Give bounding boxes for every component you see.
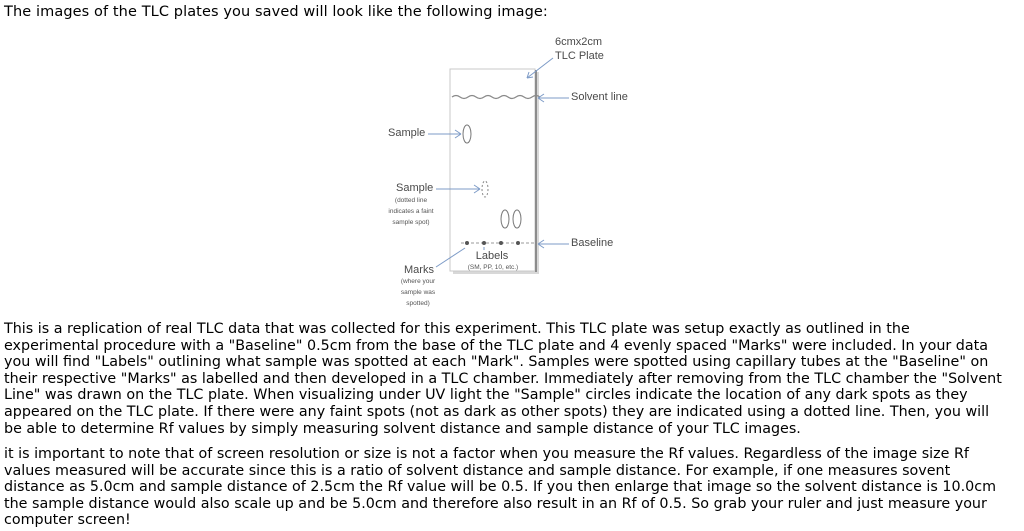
solvent-line-label: Solvent line	[571, 91, 628, 103]
tlc-plate-arrow	[527, 58, 553, 78]
paragraph-tlc-description: This is a replication of real TLC data that was collected for this experiment. This TLC plate was setup exactly as outlined in the experimental procedure with a "Baseline" 0.5cm from the base of the TLC plate and 4 evenly spaced "Marks" were included. In your data you will find "Labels" outlining what sample was spotted at each "Mark". Samples were spotted using capillary tubes at the "Baseline" on their respective "Marks" as labelled and then developed in a TLC chamber. Immediately after removing from the TLC chamber the "Solvent Line" was drawn on the TLC plate. When visualizing under UV light the "Sample" circles indicate the location of any dark spots as they appeared on the TLC plate. If there were any faint spots (not as dark as other spots) they are indicated using a dotted line. Then, you will be able to determine Rf values by simply measuring solvent distance and sample distance of your TLC images.	[4, 321, 1002, 437]
baseline-label: Baseline	[571, 237, 614, 249]
mark-dot	[482, 241, 486, 245]
plate-label: TLC Plate	[555, 50, 604, 62]
tlc-plate	[450, 69, 535, 271]
mark-dot	[465, 241, 469, 245]
sample-label: Sample	[388, 127, 426, 139]
marks-note: (where your sample was spotted)	[400, 278, 436, 307]
labels-label: Labels	[475, 250, 509, 262]
paragraph-rf-note: it is important to note that of screen resolution or size is not a factor when you measure the Rf values. Regardless of the image size Rf values measured will be accurate since this is a ratio of solvent distance and sample distance. For example, if one measures sovent distance as 5.0cm and sample distance of 2.5cm the Rf value will be 0.5. If you then enlarge that image so the solvent distance is 10.0cm the sample distance would also scale up and be 5.0cm and therefore also result in an Rf of 0.5. So grab your ruler and just measure your computer screen!	[4, 446, 996, 529]
plate-size-label: 6cmx2cm	[555, 36, 603, 48]
marks-label: Marks	[404, 264, 434, 276]
mark-dot	[516, 241, 520, 245]
intro-text: The images of the TLC plates you saved will look like the following image:	[4, 4, 548, 20]
labels-note: (SM, PP, 10, etc.)	[467, 264, 519, 271]
sample-faint-label: Sample	[396, 182, 434, 194]
mark-dot	[499, 241, 503, 245]
sample-faint-note: (dotted line indicates a faint sample spot)	[388, 197, 434, 226]
